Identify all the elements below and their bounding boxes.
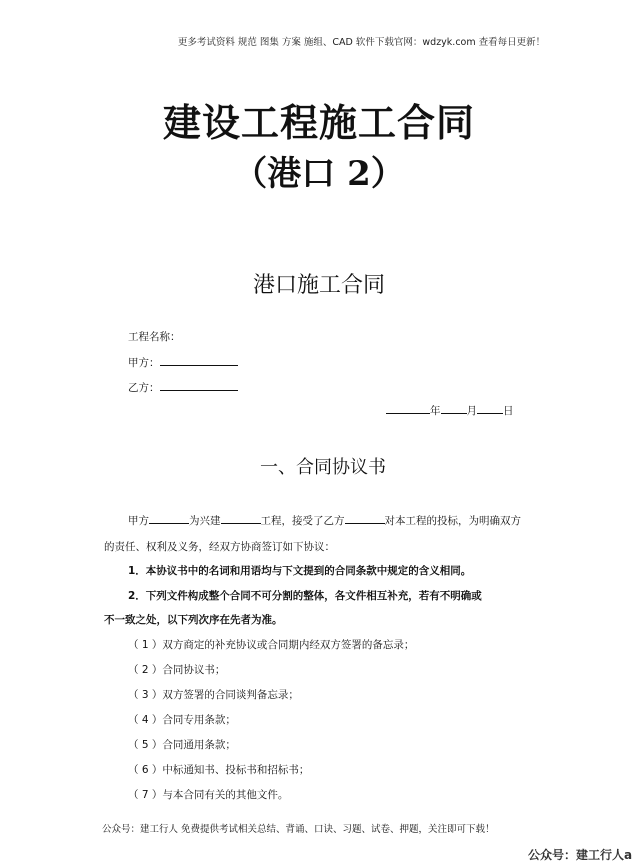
year-blank xyxy=(386,403,430,414)
list-item: （ 2 ）合同协议书； xyxy=(128,664,226,676)
list-item: （ 1 ）双方商定的补充协议或合同期内经双方签署的备忘录； xyxy=(128,639,415,651)
intro-build: 为兴建 xyxy=(189,515,221,527)
clause-2-line-2: 不一致之处，以下列次序在先者为准。 xyxy=(104,614,283,626)
day-blank xyxy=(477,403,503,414)
party-b-blank xyxy=(160,380,238,391)
day-label: 日 xyxy=(503,405,514,417)
party-b-field xyxy=(128,380,238,395)
contract-title: 港口施工合同 xyxy=(252,273,385,298)
intro-purpose: 对本工程的投标，为明确双方 xyxy=(384,515,521,527)
intro-blank-2 xyxy=(221,513,261,524)
list-item: （ 6 ）中标通知书、投标书和招标书； xyxy=(128,764,310,776)
year-label: 年 xyxy=(430,405,441,417)
intro-accept: 工程，接受了乙方 xyxy=(260,515,345,527)
list-item: （ 5 ）合同通用条款； xyxy=(128,739,236,751)
party-b-label: 乙方： xyxy=(128,382,160,394)
clause-2-line-1: 2．下列文件构成整个合同不可分割的整体，各文件相互补充，若有不明确或 xyxy=(128,590,482,602)
party-a-field xyxy=(128,355,238,370)
party-a-label: 甲方： xyxy=(128,357,160,369)
clause-1: 1．本协议书中的名词和用语均与下文提到的合同条款中规定的含义相同。 xyxy=(128,565,472,577)
main-title: 建设工程施工合同 xyxy=(162,100,475,145)
party-a-blank xyxy=(160,355,238,366)
footer-note: 公众号：建工行人 免费提供考试相关总结、背诵、口诀、习题、试卷、押题，关注即可下载！ xyxy=(102,824,495,835)
month-label: 月 xyxy=(466,405,477,417)
intro-line-1 xyxy=(128,513,521,528)
date-line xyxy=(386,403,514,418)
list-item: （ 3 ）双方签署的合同谈判备忘录； xyxy=(128,689,299,701)
sub-title: （港口 2） xyxy=(233,154,405,194)
watermark-text: 公众号：建工行人a xyxy=(528,848,633,862)
header-note: 更多考试资料 规范 图集 方案 施组、CAD 软件下载官网：wdzyk.com 查看每日更新！ xyxy=(177,37,546,48)
month-blank xyxy=(441,403,467,414)
list-item: （ 4 ）合同专用条款； xyxy=(128,714,236,726)
section-title: 一、合同协议书 xyxy=(260,457,386,478)
intro-line-2: 的责任、权利及义务，经双方协商签订如下协议： xyxy=(104,541,335,553)
project-name-label: 工程名称： xyxy=(128,331,181,343)
intro-blank-3 xyxy=(345,513,385,524)
intro-party-a: 甲方 xyxy=(128,515,149,527)
project-name-field xyxy=(128,329,181,344)
intro-blank-1 xyxy=(149,513,189,524)
list-item: （ 7 ）与本合同有关的其他文件。 xyxy=(128,789,289,801)
